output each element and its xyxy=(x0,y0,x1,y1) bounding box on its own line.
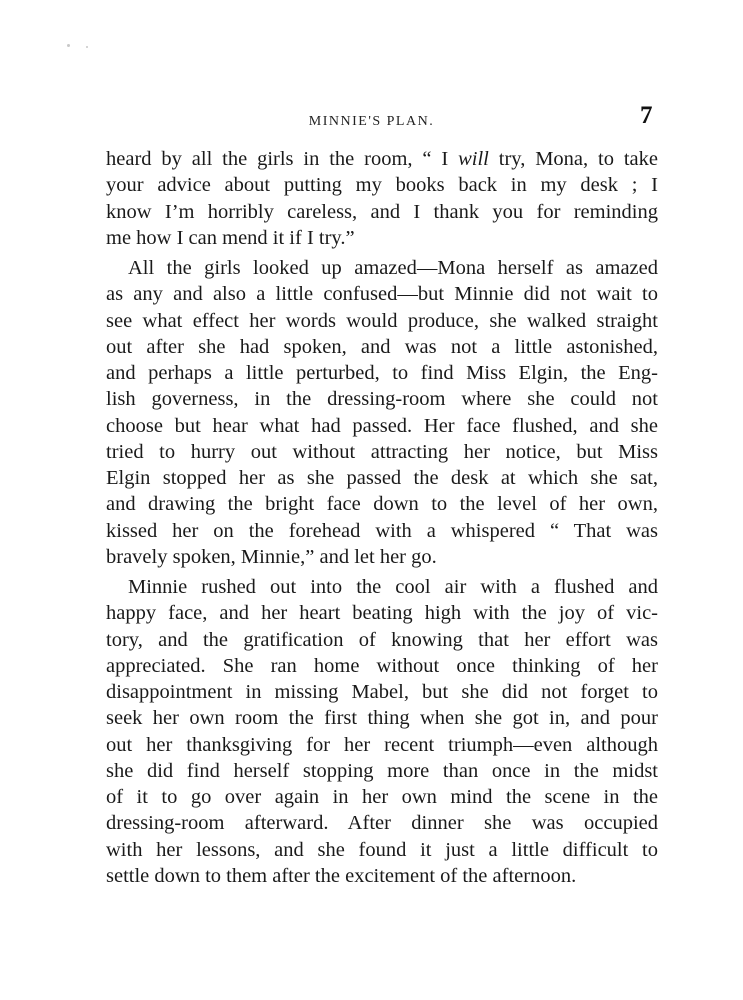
text-line: disappointment in missing Mabel, but she did not forget to xyxy=(106,681,658,703)
text-line: appreciated. She ran home without once thinking of her xyxy=(106,654,658,677)
text-line: tried to hurry out without attracting her notice, but Miss xyxy=(106,440,658,463)
text-line: dressing-room afterward. After dinner she was occupied xyxy=(106,812,658,835)
text-line: happy face, and her heart beating high with the joy of vic- xyxy=(106,602,658,625)
paragraph xyxy=(106,255,658,570)
text-line: Minnie rushed out into the cool air with a flushed and xyxy=(128,576,658,598)
text-line: of it to go over again in her own mind the scene in the xyxy=(106,786,658,808)
text-line: bravely spoken, Minnie,” and let her go. xyxy=(106,545,437,568)
text-line: settle down to them after the excitement of the afternoon. xyxy=(106,864,577,887)
paper-speck xyxy=(67,44,70,47)
page-header xyxy=(0,98,743,138)
page-number: 7 xyxy=(640,102,653,129)
paragraph xyxy=(106,574,658,889)
body-text xyxy=(106,146,658,889)
text-line: she did find herself stopping more than once in the midst xyxy=(106,759,658,782)
text-line: know I’m horribly careless, and I thank you for reminding xyxy=(106,200,658,223)
text-line: out her thanksgiving for her recent triumph—even although xyxy=(106,733,658,756)
running-head: MINNIE'S PLAN. xyxy=(308,114,435,129)
paragraph xyxy=(106,146,658,251)
text-line: and perhaps a little perturbed, to find Miss Elgin, the Eng- xyxy=(106,362,658,384)
text-line: kissed her on the forehead with a whispered “ That was xyxy=(106,519,658,542)
text-line: your advice about putting my books back in my desk ; I xyxy=(106,174,658,197)
emphasized-word: will xyxy=(458,148,489,170)
text-line: with her lessons, and she found it just a little difficult to xyxy=(106,838,658,861)
text-line: seek her own room the first thing when she got in, and pour xyxy=(106,707,658,730)
text-line: All the girls looked up amazed—Mona herself as amazed xyxy=(128,257,658,279)
text-line: choose but hear what had passed. Her face flushed, and she xyxy=(106,414,658,437)
text-line: tory, and the gratification of knowing that her effort was xyxy=(106,628,658,651)
paper-speck xyxy=(86,46,88,48)
text-line: lish governess, in the dressing-room where she could not xyxy=(106,388,658,411)
text-line: me how I can mend it if I try.” xyxy=(106,226,355,249)
text-line: and drawing the bright face down to the level of her own, xyxy=(106,493,658,516)
text-line: see what effect her words would produce, she walked straight xyxy=(106,309,658,332)
text-line: as any and also a little confused—but Minnie did not wait to xyxy=(106,283,658,306)
text-line: Elgin stopped her as she passed the desk at which she sat, xyxy=(106,467,658,489)
text-line: heard by all the girls in the room, “ I will try, Mona, to take xyxy=(106,148,658,170)
text-line: out after she had spoken, and was not a little astonished, xyxy=(106,335,658,358)
